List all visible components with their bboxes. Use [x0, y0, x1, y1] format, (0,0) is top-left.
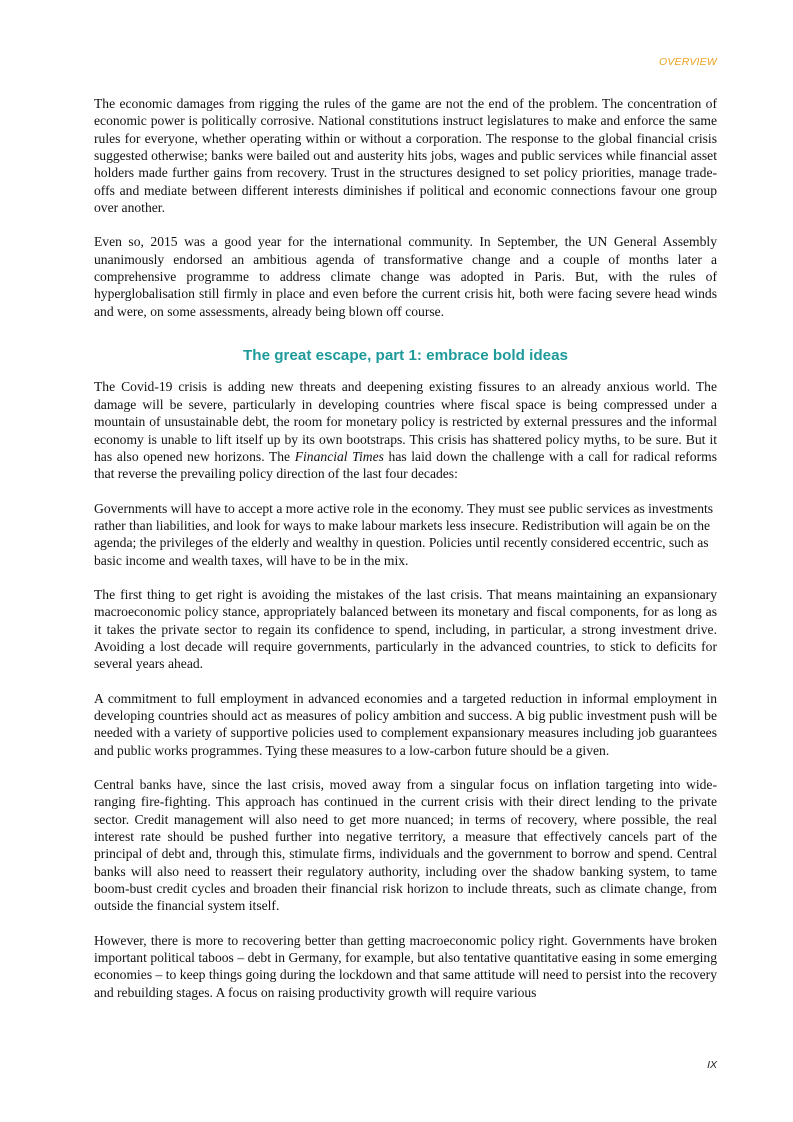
paragraph-text: The Covid-19 crisis is adding new threats and deepening existing fissures to an already anxious world. The damage will be severe, particularly in developing countries where fiscal space is being compressed under a mountain of unsustainable debt, the room for monetary policy is restricted by external pressures and the informal economy is unable to lift itself up by its own bootstraps. This crisis has shattered policy myths, to be sure. But it has also opened new horizons. The — [94, 379, 717, 464]
paragraph: Even so, 2015 was a good year for the international community. In September, the UN General Assembly unanimously endorsed an ambitious agenda of transformative change and a couple of months later a comprehensive programme to address climate change was adopted in Paris. But, with the rules of hyperglobalisation still firmly in place and even before the current crisis hit, both were facing severe head winds and were, on some assessments, already being blown off course. — [94, 234, 717, 319]
paragraph: The economic damages from rigging the rules of the game are not the end of the problem. The concentration of economic power is politically corrosive. National constitutions instruct legislatures to make and enforce the same rules for everyone, whether operating within or without a corporation. The response to the global financial crisis suggested otherwise; banks were bailed out and austerity hits jobs, wages and public services while financial asset holders made further gains from recovery. Trust in the structures designed to set policy priorities, manage trade-offs and mediate between different interests diminishes if political and economic connections favour one group over another. — [94, 96, 717, 216]
page-number: IX — [707, 1059, 717, 1071]
publication-title: Financial Times — [294, 448, 384, 464]
paragraph: Central banks have, since the last crisis, moved away from a singular focus on inflation targeting into wide-ranging fire-fighting. This approach has continued in the current crisis with their direct lending to the private sector. Credit management will also need to get more nuanced; in terms of recovery, where possible, the real interest rate should be pushed further into negative territory, a measure that effectively cancels part of the principal of debt and, through this, stimulate firms, individuals and the government to borrow and spend. Central banks will also need to reassert their regulatory authority, including over the shadow banking system, to tame boom-bust credit cycles and broaden their financial risk horizon to include threats, such as climate change, from outside the financial system itself. — [94, 777, 717, 914]
section-heading: The great escape, part 1: embrace bold ideas — [243, 347, 568, 365]
paragraph: The first thing to get right is avoiding the mistakes of the last crisis. That means maintaining an expansionary macroeconomic policy stance, appropriately balanced between its monetary and fiscal components, for as long as it takes the private sector to regain its confidence to spend, including, in particular, a strong investment drive. Avoiding a lost decade will require governments, particularly in the advanced countries, to stick to deficits for several years ahead. — [94, 586, 717, 672]
paragraph: A commitment to full employment in advanced economies and a targeted reduction in informal employment in developing countries should act as measures of policy ambition and success. A big public investment push will be needed with a variety of supportive policies used to complement expansionary measures including job guarantees and public works programmes. Tying these measures to a low-carbon future should be a given. — [94, 690, 717, 758]
block-quote: Governments will have to accept a more active role in the economy. They must see public services as investments rather than liabilities, and look for ways to make labour markets less insecure. Redistribution will again be on the agenda; the privileges of the elderly and wealthy in question. Policies until recently considered eccentric, such as basic income and wealth taxes, will have to be in the mix. — [94, 500, 714, 568]
body-text — [94, 95, 717, 1018]
paragraph: However, there is more to recovering better than getting macroeconomic policy right. Governments have broken important political taboos – debt in Germany, for example, but also tentative quantitative easing in some emerging economies – to keep things going during the lockdown and that same attitude will need to persist into the recovery and rebuilding stages. A focus on raising productivity growth will require various — [94, 932, 717, 1000]
running-header: OVERVIEW — [658, 56, 717, 68]
paragraph-text: has laid down the challenge with a call for radical reforms that reverse the prevailing policy direction of the last four decades: — [94, 448, 717, 482]
paragraph — [94, 378, 717, 482]
